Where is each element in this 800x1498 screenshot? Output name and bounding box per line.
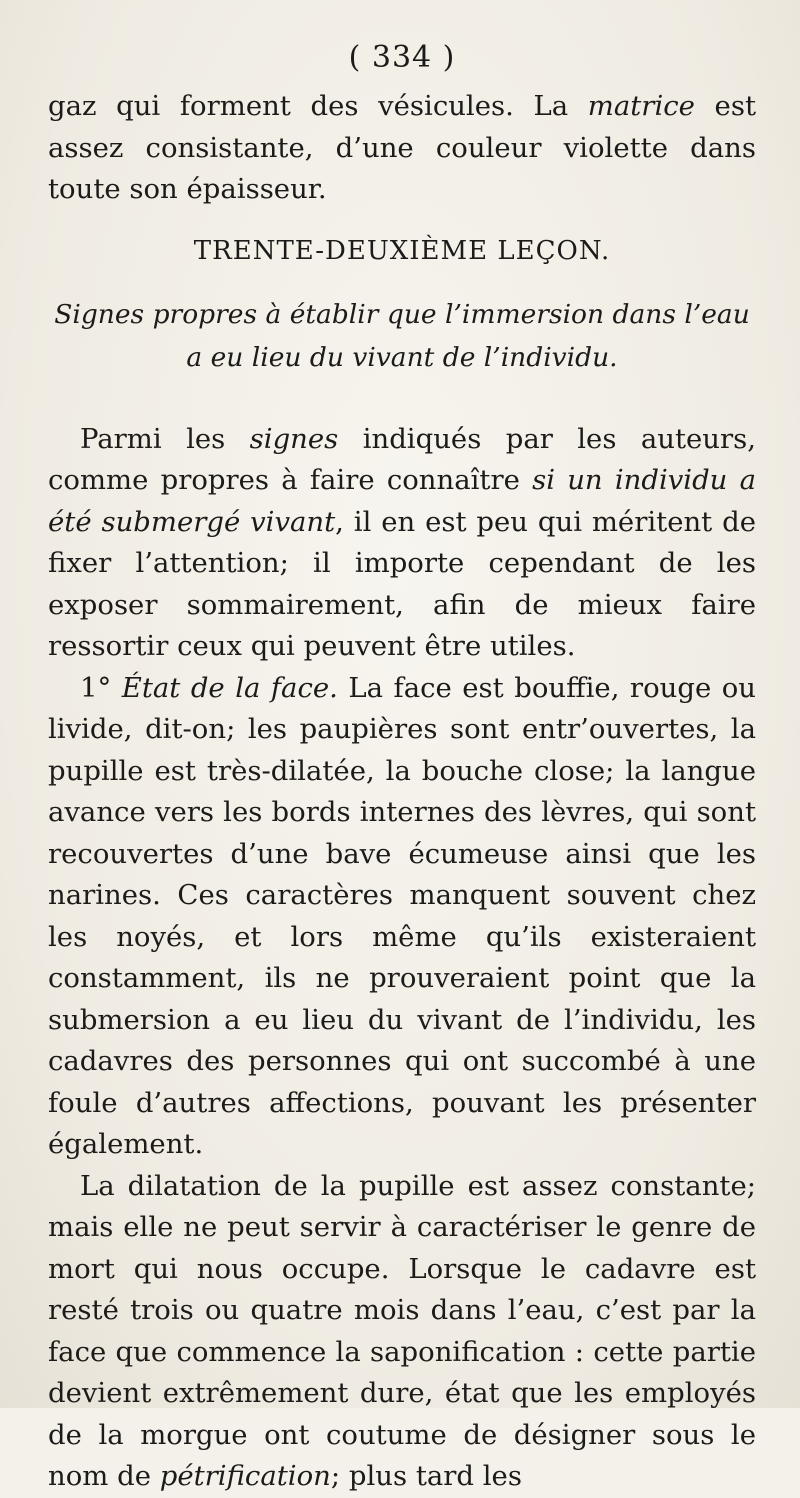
opening-text-2: est assez consistante, d’une couleur violette dans toute son épaisseur. — [48, 90, 756, 205]
opening-italic: matrice — [587, 90, 695, 122]
paragraph-dilatation — [48, 1166, 756, 1498]
paragraph-signes — [48, 419, 756, 668]
para2-number: 1° — [80, 671, 122, 704]
para1-text-b: indiqués par les auteurs, comme propres à faire connaître — [48, 422, 756, 496]
para1-text-a: Parmi les — [80, 422, 250, 455]
para1-text-c: , il en est peu qui méritent de fixer l’attention; il importe cependant de les exposer sommairement, afin de mieux faire ressortir ceux qui peuvent être utiles. — [48, 505, 756, 662]
lesson-heading: TRENTE-DEUXIÈME LEÇON. — [193, 235, 611, 266]
para3-text-b: ; plus tard les — [330, 1460, 522, 1492]
para2-text: La face est bouffie, rouge ou livide, dit-on; les paupières sont entr’ouvertes, la pupille est très-dilatée, la bouche close; la langue avance vers les bords internes des lèvres, qui sont recouvertes d’une bave écumeuse ainsi que les narines. Ces caractères manquent souvent chez les noyés, et lors même qu’ils existeraient constamment, ils ne prouveraient point que la submersion a eu lieu du vivant de l’individu, les cadavres des personnes qui ont succombé à une foule d’autres affections, pouvant les présenter également. — [48, 671, 756, 1160]
page-number: ( 334 ) — [348, 40, 456, 75]
para2-italic-title: État de la face. — [121, 671, 338, 704]
para3-italic: pétrification — [159, 1460, 331, 1492]
para3-text-a: La dilatation de la pupille est assez constante; mais elle ne peut servir à caractériser le genre de mort qui nous occupe. Lorsque le cadavre est resté trois ou quatre mois dans l’eau, c’est par la face que commence la saponification : cette partie devient extrêmement dure, état que les employés de la morgue ont coutume de désigner sous le nom de — [48, 1169, 756, 1492]
opening-paragraph — [48, 86, 756, 211]
para1-italic-a: signes — [249, 422, 339, 455]
paragraph-etat-face — [48, 668, 756, 1166]
lesson-subtitle: Signes propres à établir que l’immersion dans l’eau a eu lieu du vivant de l’individu. — [54, 298, 750, 373]
para1-italic-b: si un individu a été submergé vivant — [48, 464, 756, 538]
opening-text-1: gaz qui forment des vésicules. La — [48, 90, 588, 122]
